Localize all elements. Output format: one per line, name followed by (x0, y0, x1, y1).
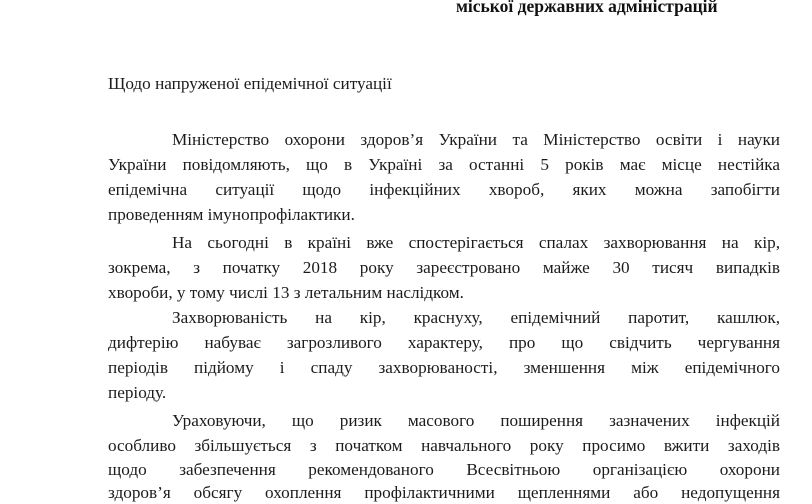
addressee-header: міської державних адміністрацій (456, 0, 718, 16)
paragraph-2-line-3: хвороби, у тому числі 13 з летальним наслідком. (108, 283, 464, 302)
subject-line: Щодо напруженої епідемічної ситуації (108, 74, 392, 93)
paragraph-1-line-1: Міністерство охорони здоров’я України та Міністерство освіти і науки (172, 130, 780, 149)
paragraph-4-line-2: особливо збільшується з початком навчального року просимо вжити заходів (108, 436, 780, 455)
paragraph-3-line-1: Захворюваність на кір, краснуху, епідемічний паротит, кашлюк, (172, 308, 780, 327)
paragraph-3-line-2: дифтерію набуває загрозливого характеру, про що свідчить чергування (108, 333, 780, 352)
paragraph-4-line-1: Ураховуючи, що ризик масового поширення зазначених інфекцій (172, 411, 780, 430)
paragraph-4-line-3: щодо забезпечення рекомендованого Всесвітньою організацією охорони (108, 460, 780, 479)
paragraph-1-line-4: проведенням імунопрофілактики. (108, 205, 355, 224)
paragraph-3-line-3: періодів підйому і спаду захворюваності, зменшення між епідемічного (108, 358, 780, 377)
paragraph-1-line-3: епідемічна ситуації щодо інфекційних хвороб, яких можна запобігти (108, 180, 780, 199)
paragraph-1-line-2: України повідомляють, що в Україні за останні 5 років має місце нестійка (108, 155, 780, 174)
paragraph-2-line-1: На сьогодні в країні вже спостерігається спалах захворювання на кір, (172, 233, 780, 252)
paragraph-4-line-4: здоров’я обсягу охоплення профілактичними щепленнями або недопущення (108, 483, 780, 502)
paragraph-3-line-4: періоду. (108, 383, 167, 402)
paragraph-2-line-2: зокрема, з початку 2018 року зареєстровано майже 30 тисяч випадків (108, 258, 780, 277)
